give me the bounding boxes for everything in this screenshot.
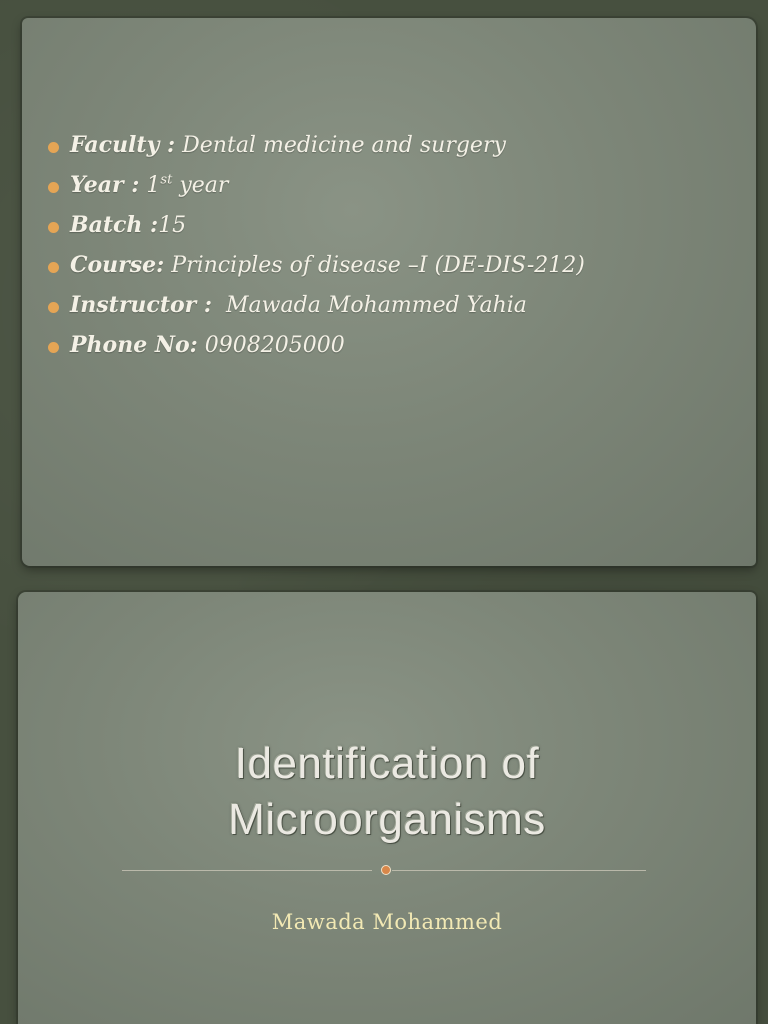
title-slide <box>18 592 756 1024</box>
divider-line-left <box>122 870 372 871</box>
info-item-course <box>48 252 585 292</box>
course-value: Principles of disease –I (DE-DIS-212) <box>164 253 585 278</box>
info-item-year <box>48 172 585 212</box>
title-line-1: Identification of <box>234 739 540 788</box>
year-value-suffix: st <box>160 172 173 188</box>
bullet-icon <box>48 182 59 193</box>
year-label: Year : <box>70 172 140 198</box>
info-item-instructor <box>48 292 585 332</box>
batch-value: 15 <box>158 213 187 238</box>
year-value: 1 <box>139 173 161 198</box>
bullet-icon <box>48 222 59 233</box>
faculty-label: Faculty : <box>70 132 176 158</box>
info-list <box>48 132 585 372</box>
course-label: Course: <box>70 252 165 278</box>
year-value-unit: year <box>172 173 229 198</box>
info-item-phone <box>48 332 585 372</box>
divider-line-right <box>392 870 646 871</box>
bullet-icon <box>48 342 59 353</box>
bullet-icon <box>48 302 59 313</box>
instructor-label: Instructor : <box>70 292 213 318</box>
divider-dot-icon <box>381 865 391 875</box>
info-item-batch <box>48 212 585 252</box>
title-divider <box>122 864 646 876</box>
phone-value: 0908205000 <box>197 333 345 358</box>
phone-label: Phone No: <box>70 332 198 358</box>
instructor-value: Mawada Mohammed Yahia <box>212 293 527 318</box>
bullet-icon <box>48 262 59 273</box>
title-line-2: Microorganisms <box>228 795 546 844</box>
faculty-value: Dental medicine and surgery <box>175 133 506 158</box>
info-slide <box>22 18 756 566</box>
batch-label: Batch : <box>70 212 159 238</box>
info-item-faculty <box>48 132 585 172</box>
slide-title <box>18 736 756 848</box>
slide-subtitle: Mawada Mohammed <box>271 910 503 934</box>
bullet-icon <box>48 142 59 153</box>
